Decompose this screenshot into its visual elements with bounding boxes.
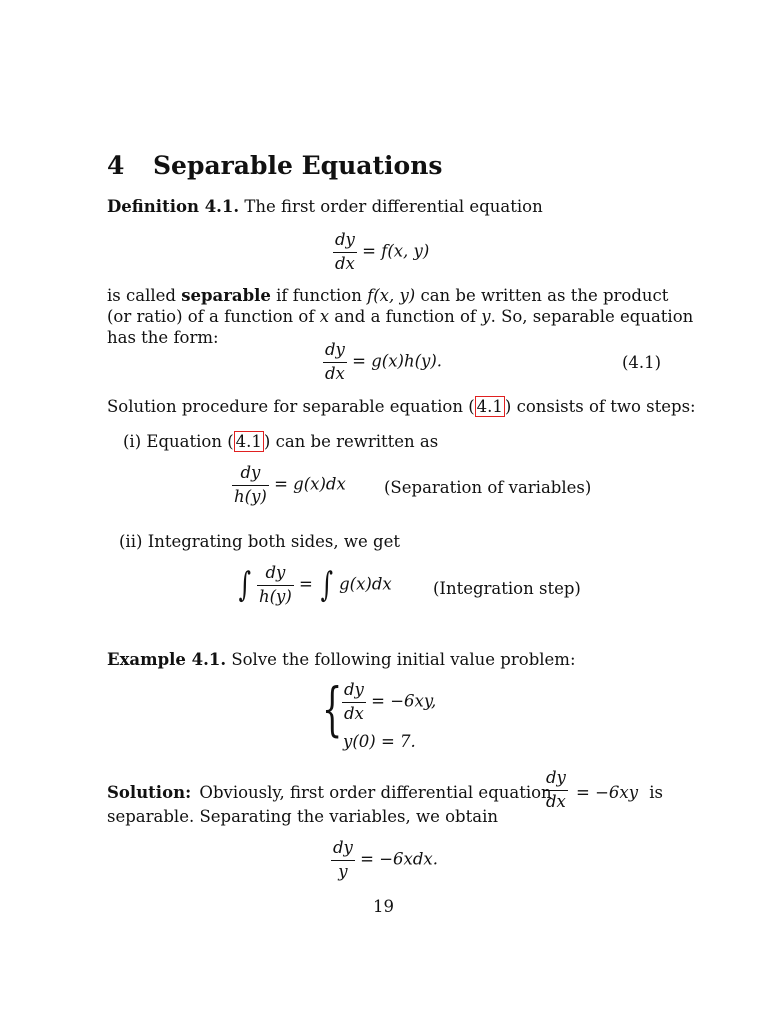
section-heading — [107, 151, 442, 180]
step-2: (ii) Integrating both sides, we get — [119, 532, 400, 551]
equation-reference-link[interactable]: 4.1 — [476, 397, 503, 416]
integration-note: (Integration step) — [433, 579, 581, 598]
initial-condition: y(0) = 7. — [343, 732, 416, 751]
page-number: 19 — [373, 897, 394, 916]
solution-inline-rhs: = −6xy is — [576, 783, 664, 802]
solution-line-2: separable. Separating the variables, we obtain — [107, 807, 498, 826]
solution-label: Solution: — [107, 783, 192, 802]
definition-line-1: is called separable if function f(x, y) can be written as the product — [107, 286, 669, 305]
equation-integration: ∫ $\frac{dy}{h(y)}$ = ∫ g(x)dx — [238, 563, 392, 606]
step-2-label: (ii) — [119, 532, 143, 551]
term-separable: separable — [181, 286, 271, 305]
solution-line-1: Solution: Obviously, first order differential equation — [107, 783, 552, 802]
solution-inline-equation: $\frac{dy}{dx}$ — [546, 768, 566, 811]
definition-intro — [107, 196, 543, 218]
separation-note: (Separation of variables) — [384, 478, 592, 497]
equation-4-1: $\frac{dy}{dx}$ = g(x)h(y). — [325, 340, 443, 383]
section-number: 4 — [107, 151, 125, 180]
integral-sign: ∫ — [238, 565, 252, 605]
definition-label: Definition 4.1. — [107, 197, 240, 216]
procedure-text: Solution procedure for separable equation ( 4.1 ) consists of two steps: — [107, 397, 696, 416]
equation-dydx-f — [333, 232, 429, 272]
integral-sign: ∫ — [320, 565, 334, 605]
system-equation: $\frac{dy}{dx}$ = −6xy, — [344, 680, 437, 723]
equation-reference-link[interactable]: 4.1 — [235, 432, 262, 451]
definition-intro-text: The first order differential equation — [244, 197, 543, 216]
equation-tag: (4.1) — [622, 353, 662, 372]
system-brace: { — [322, 675, 343, 743]
equation-rhs: = f(x, y) — [362, 241, 430, 261]
section-title: Separable Equations — [153, 151, 443, 180]
step-1-label: (i) — [123, 432, 142, 451]
step-1: (i) Equation ( 4.1 ) can be rewritten as — [123, 432, 439, 451]
fraction: $\frac{dy}{dx}$ — [335, 230, 355, 273]
definition-line-3: has the form: — [107, 328, 219, 347]
equation-separated: $\frac{dy}{y}$ = −6xdx. — [333, 838, 438, 881]
example-label: Example 4.1. — [107, 650, 227, 669]
example-heading: Example 4.1. Solve the following initial value problem: — [107, 650, 576, 669]
definition-line-2: (or ratio) of a function of x and a function of y. So, separable equation — [107, 307, 694, 326]
equation-separation: $\frac{dy}{h(y)}$ = g(x)dx — [234, 463, 346, 506]
